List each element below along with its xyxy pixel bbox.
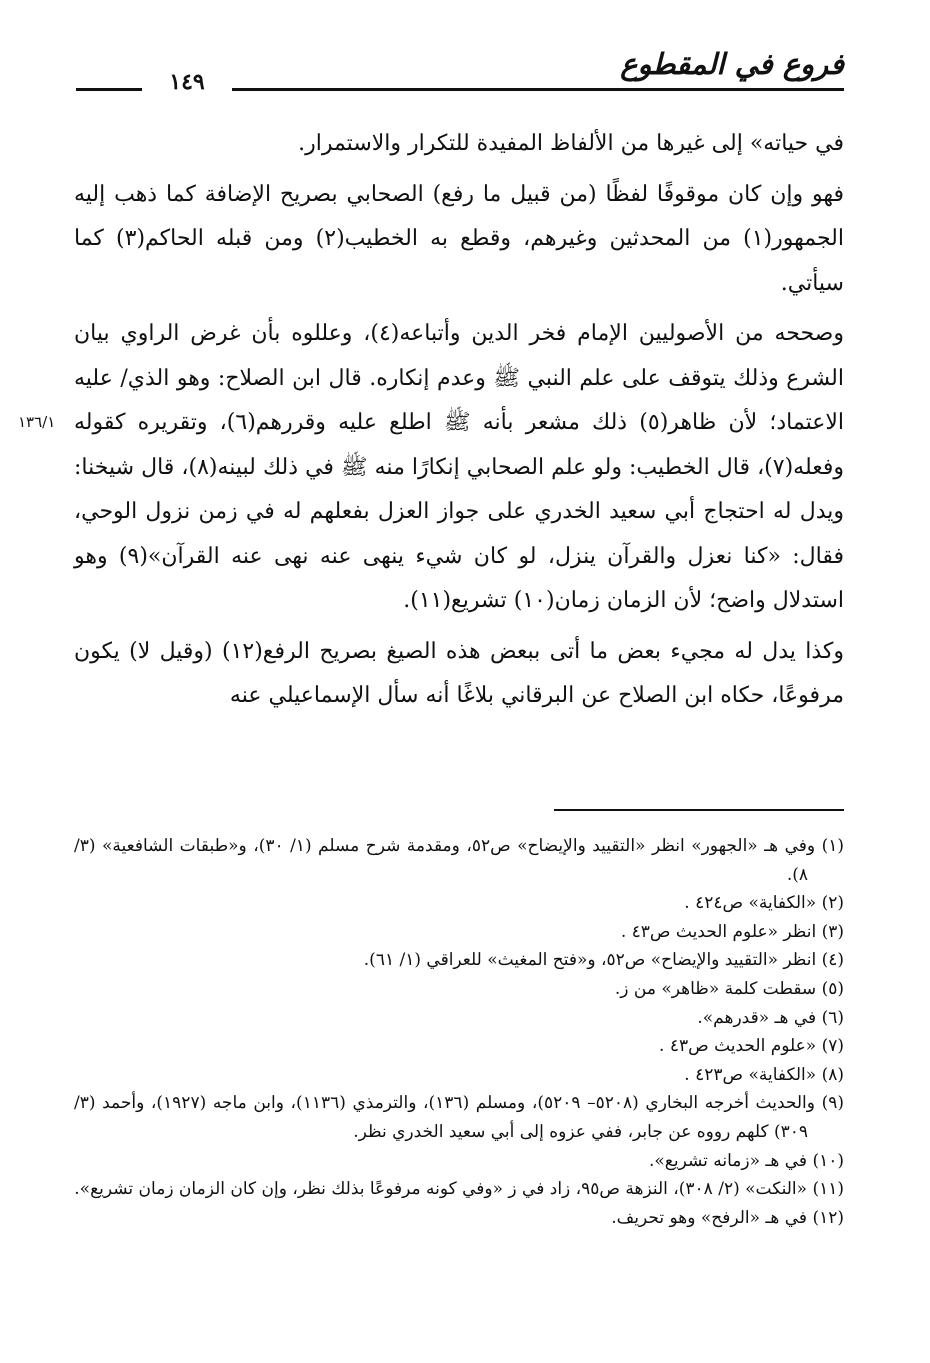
footnote: (٨) «الكفاية» ص٤٢٣ .	[684, 1064, 844, 1085]
footnote: (١) وفي هـ «الجهور» انظر «التقييد والإيضاح» ص٥٢، ومقدمة شرح مسلم (١/ ٣٠)، و«طبقات الشافعية» (٣/ ٨).	[74, 836, 844, 885]
page-number: ١٤٩	[169, 69, 205, 95]
footnote: (٩) والحديث أخرجه البخاري (٥٢٠٨– ٥٢٠٩)، ومسلم (١٣٦)، والترمذي (١١٣٦)، وابن ماجه (١٩٢٧)، وأحمد (٣/ ٣٠٩) كلهم رووه عن جابر، ففي عزوه إلى أبي سعيد الخدري نظر.	[74, 1093, 845, 1142]
paragraph: فهو وإن كان موقوفًا لفظًا (من قبيل ما رفع) الصحابي بصريح الإضافة كما ذهب إليه الجمهور(١) من المحدثين وغيرهم، وقطع به الخطيب(٢) ومن قبله الحاكم(٣) كما سيأتي.	[74, 181, 844, 296]
footnote: (١٢) في هـ «الرفح» وهو تحريف.	[611, 1207, 844, 1228]
paragraph: وصححه من الأصوليين الإمام فخر الدين وأتباعه(٤)، وعللوه بأن غرض الراوي بيان الشرع وذلك يتوقف على علم النبي ﷺ وعدم إنكاره. قال ابن الصلاح: وهو الذي/ عليه الاعتماد؛ لأن ظاهر(٥) ذلك مشعر بأنه ﷺ اطلع عليه وقررهم(٦)، وتقريره كقوله وفعله(٧)، قال الخطيب: ولو علم الصحابي إنكارًا منه ﷺ في ذلك لبينه(٨)، قال شيخنا: ويدل له احتجاج أبي سعيد الخدري على جواز العزل بفعلهم له في زمن نزول الوحي، فقال: «كنا نعزل والقرآن ينزل، لو كان شيء ينهى عنه نهى عنه القرآن»(٩) وهو استدلال واضح؛ لأن الزمان زمان(١٠) تشريع(١١).	[74, 321, 845, 613]
footnote: (٧) «علوم الحديث ص٤٣ .	[659, 1036, 844, 1057]
margin-folio-note: ١٣٦/١	[18, 413, 56, 431]
footnote: (١١) «النكت» (٢/ ٣٠٨)، النزهة ص٩٥، زاد في ز «وفي كونه مرفوعًا بذلك نظر، وإن كان الزمان زمان تشريع».	[74, 1179, 844, 1200]
footnote: (٢) «الكفاية» ص٤٢٤ .	[684, 893, 844, 914]
footnote: (٥) سقطت كلمة «ظاهر» من ز.	[614, 978, 844, 999]
footnote: (٤) انظر «التقييد والإيضاح» ص٥٢، و«فتح المغيث» للعراقي (١/ ٦١).	[363, 950, 844, 971]
footnote-separator	[554, 809, 844, 811]
running-title: فروع في المقطوع	[620, 47, 844, 81]
footnotes-section	[74, 832, 844, 1232]
paragraph: وكذا يدل له مجيء بعض ما أتى ببعض هذه الصيغ بصريح الرفع(١٢) (وقيل لا) يكون مرفوعًا، حكاه ابن الصلاح عن البرقاني بلاغًا أنه سأل الإسماعيلي عنه	[74, 638, 845, 708]
footnote: (٦) في هـ «قدرهم».	[697, 1007, 844, 1028]
page-header	[76, 40, 844, 100]
footnote: (٣) انظر «علوم الحديث ص٤٣ .	[620, 921, 844, 942]
main-text	[74, 122, 844, 719]
paragraph: في حياته» إلى غيرها من الألفاظ المفيدة للتكرار والاستمرار.	[298, 131, 844, 156]
footnote: (١٠) في هـ «زمانه تشريع».	[649, 1150, 844, 1171]
header-rule	[232, 88, 844, 91]
header-rule-short	[76, 88, 142, 91]
